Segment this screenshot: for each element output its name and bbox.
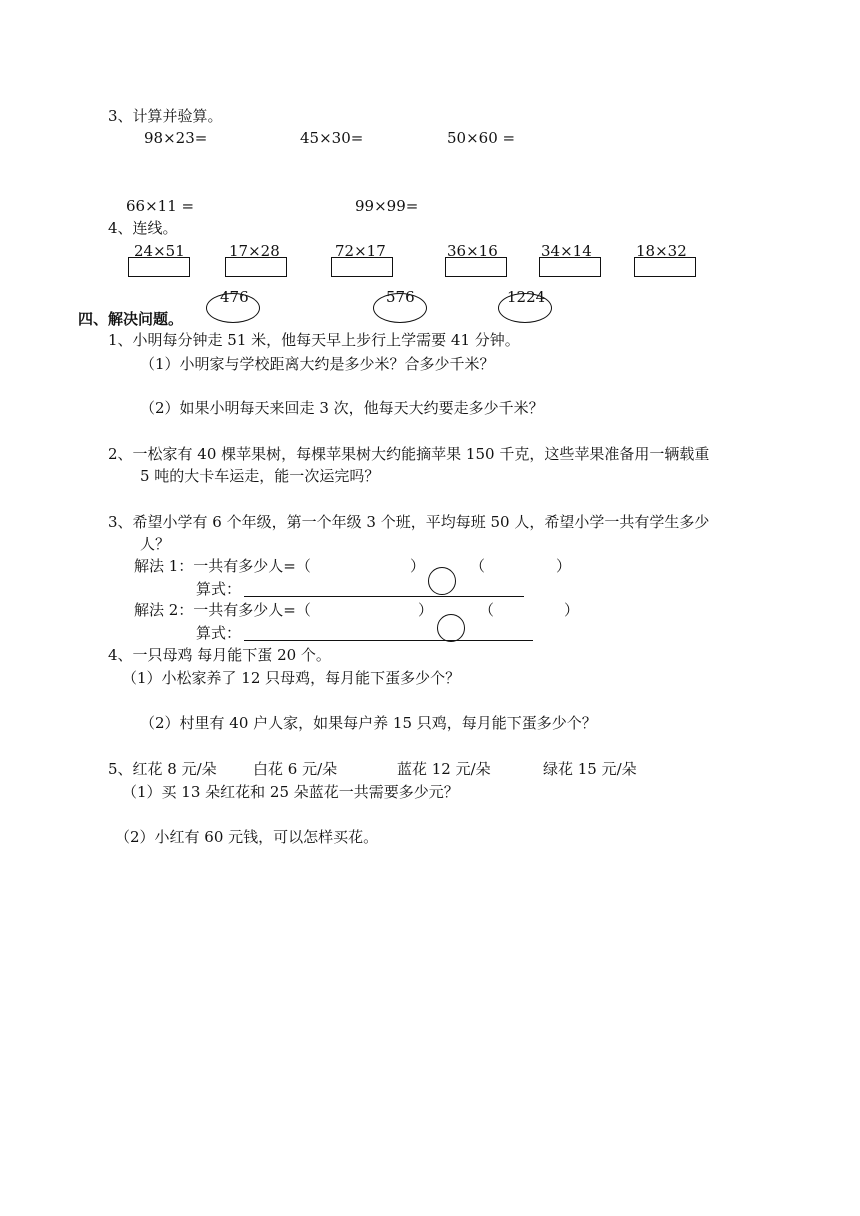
price-white-flower: 白花 6 元/朵 — [253, 760, 338, 778]
price-green-flower: 绿花 15 元/朵 — [543, 760, 637, 778]
calc-2: 45×30= — [300, 129, 364, 147]
section-heading: 四、解决问题。 — [78, 310, 184, 328]
method-1-formula-label: 算式： — [196, 580, 242, 598]
answer-oval-label: 576 — [386, 288, 415, 306]
problem-5-sub-1: （1）买 13 朵红花和 25 朵蓝花一共需要多少元？ — [122, 783, 459, 801]
problem-1: 1、小明每分钟走 51 米，他每天早上步行上学需要 41 分钟。 — [108, 331, 520, 349]
problem-4-sub-1: （1）小松家养了 12 只母鸡，每月能下蛋多少个？ — [122, 669, 461, 687]
method-1-paren-open: （ — [470, 557, 486, 575]
method-2-paren-close: ） — [418, 601, 434, 619]
answer-oval-label: 1224 — [507, 288, 546, 306]
match-box — [331, 257, 393, 277]
problem-4-sub-2: （2）村里有 40 户人家，如果每户养 15 只鸡，每月能下蛋多少个？ — [140, 714, 597, 732]
problem-5-sub-2: （2）小红有 60 元钱，可以怎样买花。 — [115, 828, 379, 846]
match-box — [128, 257, 190, 277]
method-2-paren-close-2: ） — [564, 601, 580, 619]
method-2-answer-line — [244, 640, 533, 641]
problem-2-line-2: 5 吨的大卡车运走，能一次运完吗？ — [140, 467, 380, 485]
match-box — [634, 257, 696, 277]
problem-3-line-1: 3、希望小学有 6 个年级，第一个年级 3 个班，平均每班 50 人，希望小学一共有学生多少 — [108, 513, 710, 531]
problem-3-line-2: 人？ — [140, 535, 171, 553]
calc-3: 50×60 = — [447, 129, 516, 147]
price-blue-flower: 蓝花 12 元/朵 — [397, 760, 491, 778]
method-2-formula-label: 算式： — [196, 624, 242, 642]
problem-1-sub-2: （2）如果小明每天来回走 3 次，他每天大约要走多少千米？ — [140, 399, 544, 417]
operator-circle — [428, 567, 456, 595]
price-red-flower: 5、红花 8 元/朵 — [108, 760, 217, 778]
match-box-label: 36×16 — [447, 242, 498, 260]
match-box-label: 24×51 — [134, 242, 185, 260]
q3-title: 3、计算并验算。 — [108, 107, 223, 125]
calc-1: 98×23= — [144, 129, 208, 147]
problem-2-line-1: 2、一松家有 40 棵苹果树，每棵苹果树大约能摘苹果 150 千克，这些苹果准备用一辆载重 — [108, 445, 710, 463]
answer-oval-label: 476 — [220, 288, 249, 306]
operator-circle — [437, 614, 465, 642]
match-box-label: 17×28 — [229, 242, 280, 260]
match-box — [445, 257, 507, 277]
calc-5: 99×99= — [355, 197, 419, 215]
match-box-label: 18×32 — [636, 242, 687, 260]
calc-4: 66×11 = — [126, 197, 195, 215]
method-1-label: 解法 1：一共有多少人=（ — [134, 557, 311, 575]
method-2-paren-open: （ — [479, 601, 495, 619]
q4-title: 4、连线。 — [108, 219, 178, 237]
match-box — [539, 257, 601, 277]
match-box — [225, 257, 287, 277]
method-1-paren-close: ） — [410, 557, 426, 575]
problem-4: 4、一只母鸡 每月能下蛋 20 个。 — [108, 646, 331, 664]
method-1-paren-close-2: ） — [556, 557, 572, 575]
method-1-answer-line — [244, 596, 524, 597]
match-box-label: 72×17 — [335, 242, 386, 260]
method-2-label: 解法 2：一共有多少人=（ — [134, 601, 311, 619]
match-box-label: 34×14 — [541, 242, 592, 260]
problem-1-sub-1: （1）小明家与学校距离大约是多少米？合多少千米？ — [140, 355, 495, 373]
